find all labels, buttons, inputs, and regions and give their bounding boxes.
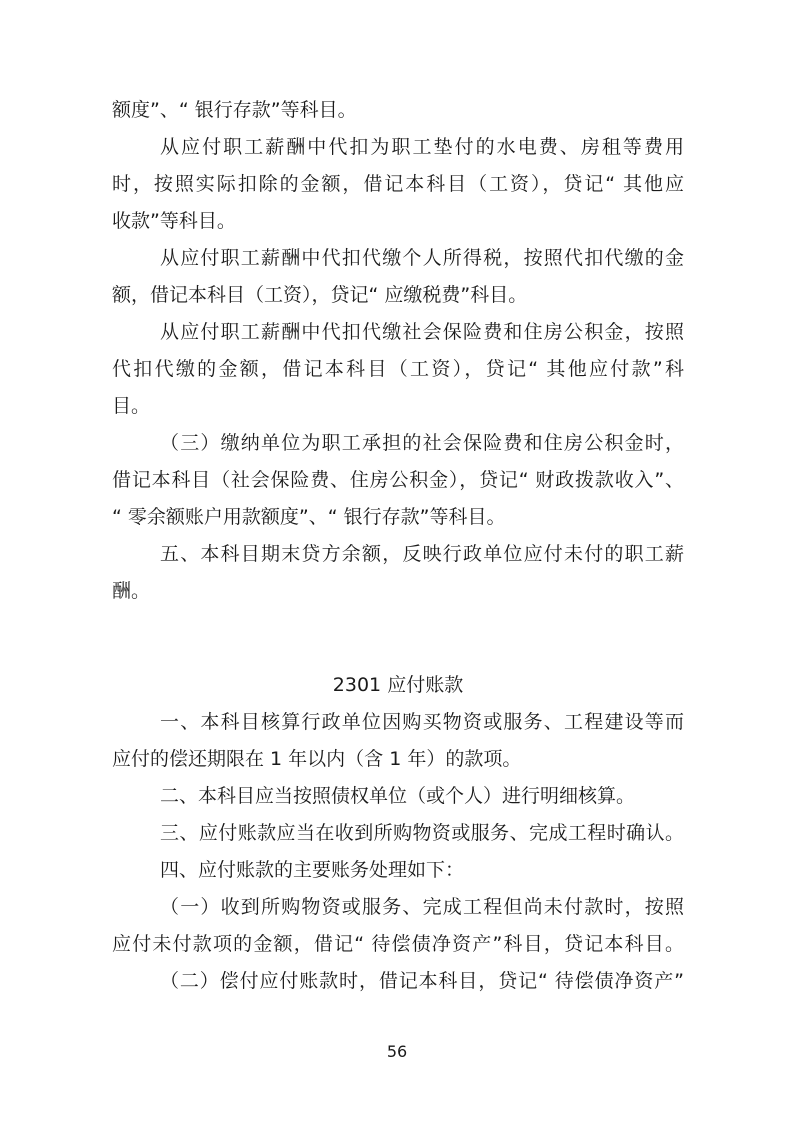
text-line-17: 应付的偿还期限在 1 年以内（含 1 年）的款项。 bbox=[112, 748, 522, 770]
text-line-21: （一）收到所购物资或服务、完成工程但尚未付款时，按照 bbox=[160, 896, 684, 918]
text-line-10: （三）缴纳单位为职工承担的社会保险费和住房公积金时， bbox=[160, 432, 684, 454]
text-line-7: 从应付职工薪酬中代扣代缴社会保险费和住房公积金，按照 bbox=[160, 321, 684, 343]
text-line-2: 从应付职工薪酬中代扣为职工垫付的水电费、房租等费用 bbox=[160, 136, 684, 158]
text-line-18: 二、本科目应当按照债权单位（或个人）进行明细核算。 bbox=[160, 785, 636, 807]
section-heading: 2301 应付账款 bbox=[332, 674, 464, 696]
text-line-23: （二）偿付应付账款时，借记本科目，贷记“ 待偿债净资产” bbox=[160, 970, 684, 992]
text-line-19: 三、应付账款应当在收到所购物资或服务、完成工程时确认。 bbox=[160, 822, 684, 844]
text-line-20: 四、应付账款的主要账务处理如下： bbox=[160, 859, 465, 881]
text-line-12: “ 零余额账户用款额度”、“ 银行存款”等科目。 bbox=[112, 506, 506, 528]
text-line-9: 目。 bbox=[112, 395, 151, 417]
text-line-13: 五、本科目期末贷方余额，反映行政单位应付未付的职工薪 bbox=[160, 543, 684, 565]
text-line-22: 应付未付款项的金额，借记“ 待偿债净资产”科目，贷记本科目。 bbox=[112, 933, 684, 955]
text-line-4: 收款”等科目。 bbox=[112, 210, 236, 232]
text-line-8: 代扣代缴的金额，借记本科目（工资），贷记“ 其他应付款”科 bbox=[112, 358, 684, 380]
text-line-3: 时，按照实际扣除的金额，借记本科目（工资），贷记“ 其他应 bbox=[112, 173, 684, 195]
text-line-5: 从应付职工薪酬中代扣代缴个人所得税，按照代扣代缴的金 bbox=[160, 247, 684, 269]
text-line-14: 酬。 bbox=[112, 580, 151, 602]
page-number: 56 bbox=[386, 1042, 408, 1061]
text-line-6: 额，借记本科目（工资），贷记“ 应缴税费”科目。 bbox=[112, 284, 528, 306]
text-line-1: 额度”、“ 银行存款”等科目。 bbox=[112, 99, 357, 121]
text-line-16: 一、本科目核算行政单位因购买物资或服务、工程建设等而 bbox=[160, 711, 684, 733]
text-line-11: 借记本科目（社会保险费、住房公积金），贷记“ 财政拨款收入”、 bbox=[112, 469, 684, 491]
